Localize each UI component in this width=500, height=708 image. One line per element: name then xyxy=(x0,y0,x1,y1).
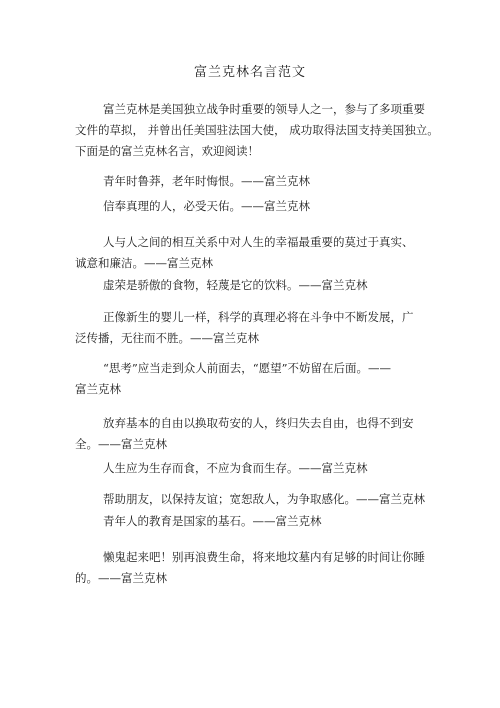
quote-line: 信奉真理的人，必受天佑。——富兰克林 xyxy=(103,199,310,213)
quote-line: 懒鬼起来吧！别再浪费生命，将来地坟墓内有足够的时间让你睡 xyxy=(103,550,425,564)
quote-paragraph xyxy=(103,458,368,479)
quote-line: “思考”应当走到众人前面去，“愿望”不妨留在后面。—— xyxy=(103,361,392,375)
quote-line: 的。——富兰克林 xyxy=(75,571,167,585)
quote-line: 诚意和廉洁。——富兰克林 xyxy=(75,256,213,270)
quote-line: 富兰克林 xyxy=(75,382,121,396)
quote-line: 泛传播，无往而不胜。——富兰克林 xyxy=(75,331,259,345)
intro-line-2: 文件的草拟， 并曾出任美国驻法国大使， 成功取得法国支持美国独立。 xyxy=(75,123,439,137)
quote-paragraph xyxy=(75,413,414,455)
quote-line: 青年时鲁莽，老年时悔恨。——富兰克林 xyxy=(103,174,310,188)
quote-paragraph xyxy=(103,275,368,296)
quote-paragraph xyxy=(103,489,425,510)
intro-line-1: 富兰克林是美国独立战争时重要的领导人之一，参与了多项重要 xyxy=(103,102,425,116)
quote-paragraph xyxy=(103,196,310,217)
quote-line: 正像新生的婴儿一样，科学的真理必将在斗争中不断发展，广 xyxy=(103,310,414,324)
intro-paragraph xyxy=(75,99,439,162)
quote-line: 放弃基本的自由以换取苟安的人，终归失去自由，也得不到安 xyxy=(103,416,414,430)
quote-paragraph xyxy=(75,358,391,400)
quote-line: 全。——富兰克林 xyxy=(75,437,167,451)
quote-line: 虚荣是骄傲的食物，轻蔑是它的饮料。——富兰克林 xyxy=(103,278,368,292)
quote-line: 青年人的教育是国家的基石。——富兰克林 xyxy=(103,514,322,528)
quote-line: 帮助朋友，以保持友谊；宽恕敌人，为争取感化。——富兰克林 xyxy=(103,492,425,506)
quote-paragraph xyxy=(75,547,425,589)
quote-line: 人与人之间的相互关系中对人生的幸福最重要的莫过于真实、 xyxy=(103,235,414,249)
quote-paragraph xyxy=(75,307,414,349)
quote-paragraph xyxy=(75,232,414,274)
document-title: 富兰克林名言范文 xyxy=(193,65,306,80)
quote-line: 人生应为生存而食，不应为食而生存。——富兰克林 xyxy=(103,461,368,475)
quote-paragraph xyxy=(103,171,310,192)
quote-paragraph xyxy=(103,511,322,532)
intro-line-3: 下面是的富兰克林名言，欢迎阅读！ xyxy=(75,144,259,158)
